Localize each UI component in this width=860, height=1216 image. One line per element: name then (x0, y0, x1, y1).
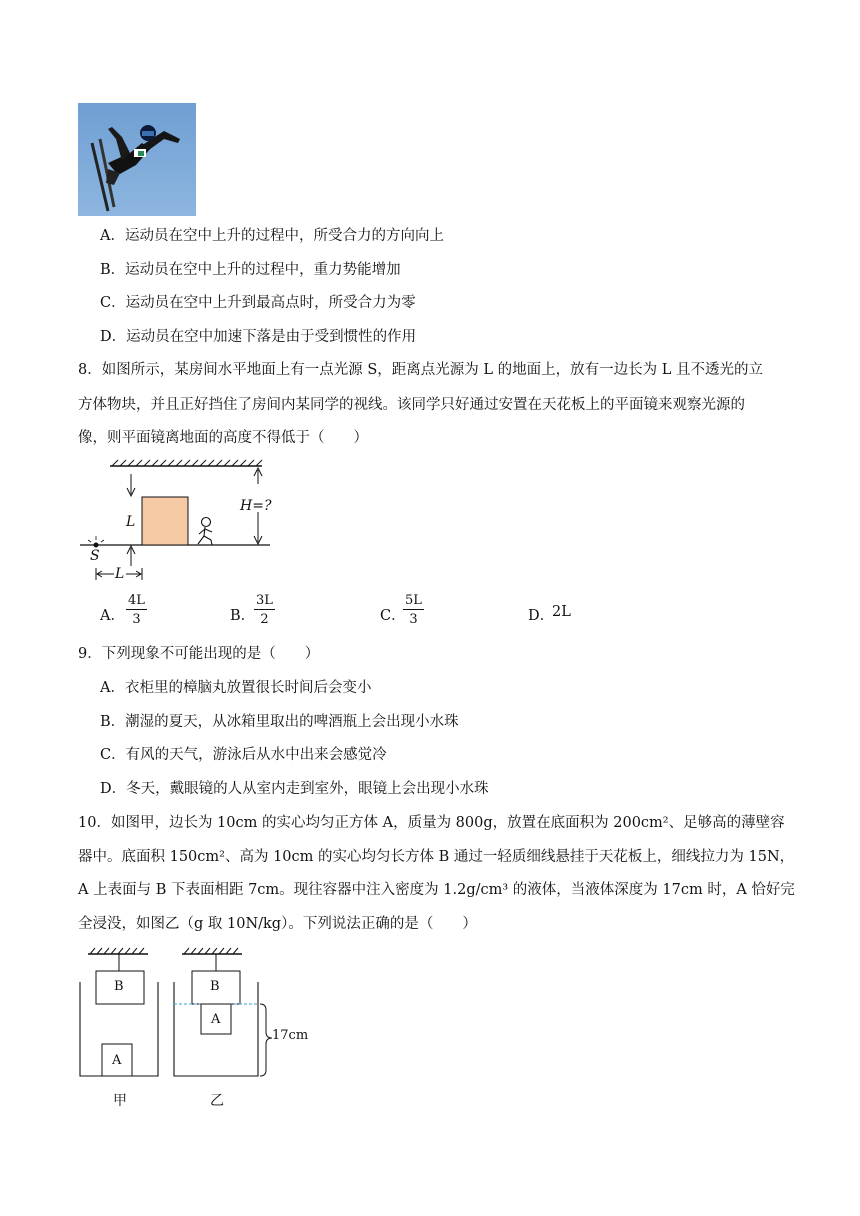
q10-figure-left-label-b: B (114, 979, 124, 994)
q7-option-a: A．运动员在空中上升的过程中，所受合力的方向向上 (100, 228, 444, 244)
q7-option-b: B．运动员在空中上升的过程中，重力势能增加 (100, 262, 401, 278)
q9-option-a: A．衣柜里的樟脑丸放置很长时间后会变小 (100, 680, 372, 696)
q8-figure-label-l: L (126, 514, 136, 530)
q8-option-c-denominator: 3 (409, 612, 418, 627)
q8-option-d-text: 2L (552, 604, 571, 620)
q8-option-d-letter: D． (528, 608, 555, 624)
q7-option-d: D．运动员在空中加速下落是由于受到惯性的作用 (100, 329, 417, 345)
q10-figure-depth-label: 17cm (272, 1028, 309, 1043)
q8-option-a-letter: A． (100, 608, 125, 624)
q8-stem-line-3: 像，则平面镜离地面的高度不得低于（ ） (78, 430, 368, 446)
q10-figure (76, 944, 316, 1114)
q10-stem-line-1: 10．如图甲，边长为 10cm 的实心均匀正方体 A，质量为 800g，放置在底面积为 200cm²、足够高的薄壁容 (78, 815, 785, 831)
q8-option-c-fraction (403, 594, 424, 626)
q9-option-d: D．冬天，戴眼镜的人从室内走到室外，眼镜上会出现小水珠 (100, 781, 489, 797)
q7-option-c: C．运动员在空中上升到最高点时，所受合力为零 (100, 295, 416, 311)
q10-stem-line-4: 全浸没，如图乙（g 取 10N/kg）。下列说法正确的是（ ） (78, 916, 477, 932)
q8-stem-line-2: 方体物块，并且正好挡住了房间内某同学的视线。该同学只好通过安置在天花板上的平面镜来观察光源的 (78, 397, 745, 413)
q8-figure-label-s: S (90, 548, 100, 564)
q10-figure-caption-left: 甲 (113, 1093, 127, 1109)
skier-photo (78, 103, 196, 216)
q10-figure-caption-right: 乙 (210, 1093, 224, 1109)
q10-figure-right-label-a: A (211, 1012, 221, 1027)
q8-option-c-numerator: 5L (405, 593, 422, 608)
q8-option-b-numerator: 3L (256, 593, 273, 608)
q9-option-b: B．潮湿的夏天，从冰箱里取出的啤酒瓶上会出现小水珠 (100, 714, 459, 730)
q8-figure-label-dist: L (115, 566, 125, 582)
q8-stem-line-1: 8．如图所示，某房间水平地面上有一点光源 S，距离点光源为 L 的地面上，放有一边长为 L 且不透光的立 (78, 362, 763, 378)
q8-option-b-denominator: 2 (260, 612, 269, 627)
q8-option-b-letter: B． (230, 608, 256, 624)
q8-option-a-fraction (126, 594, 147, 626)
q10-stem-line-2: 器中。底面积 150cm²、高为 10cm 的实心均匀长方体 B 通过一轻质细线悬挂于天花板上，细线拉力为 15N， (78, 849, 795, 865)
q8-option-a-denominator: 3 (132, 612, 141, 627)
q8-option-a-numerator: 4L (128, 593, 145, 608)
q8-figure-label-h: H=? (240, 498, 272, 514)
q8-option-b-fraction (254, 594, 275, 626)
q10-stem-line-3: A 上表面与 B 下表面相距 7cm。现往容器中注入密度为 1.2g/cm³ 的液体，当液体深度为 17cm 时，A 恰好完 (78, 882, 795, 898)
q8-option-c-letter: C． (380, 608, 406, 624)
q8-figure (76, 456, 276, 586)
q10-figure-left-label-a: A (112, 1053, 122, 1068)
q10-figure-right-label-b: B (210, 979, 220, 994)
q9-stem: 9．下列现象不可能出现的是（ ） (78, 646, 320, 662)
q9-option-c: C．有风的天气，游泳后从水中出来会感觉冷 (100, 747, 387, 763)
